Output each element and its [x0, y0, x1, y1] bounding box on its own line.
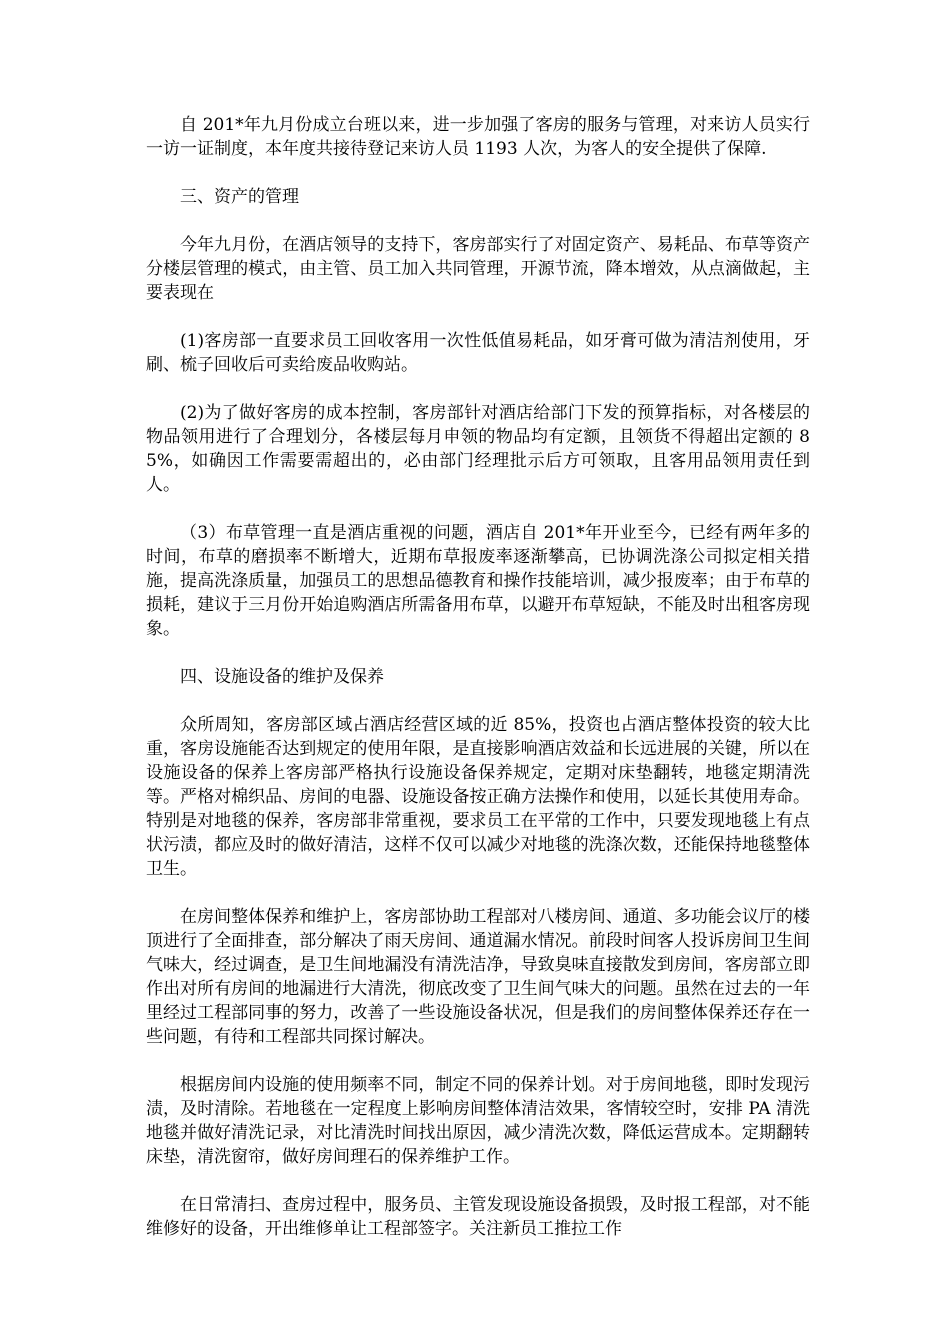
section-heading-facility-maintenance: 四、设施设备的维护及保养 — [180, 667, 384, 687]
section-heading-asset-management: 三、资产的管理 — [180, 187, 299, 207]
document-body — [146, 113, 810, 1265]
paragraph-asset-management-intro: 今年九月份，在酒店领导的支持下，客房部实行了对固定资产、易耗品、布草等资产分楼层管理的模式，由主管、员工加入共同管理，开源节流，降本增效，从点滴做起，主要表现在 — [146, 235, 810, 303]
paragraph-maintenance-plan: 根据房间内设施的使用频率不同，制定不同的保养计划。对于房间地毯，即时发现污渍，及时清除。若地毯在一定程度上影响房间整体清洁效果，客情较空时，安排 PA 清洗地毯并做好清洗记录，对比清洗时间找出原因，减少清洗次数，降低运营成本。定期翻转床垫，清洗窗帘，做好房间理石的保养维护工作。 — [146, 1075, 810, 1167]
paragraph-item-3-linen: （3）布草管理一直是酒店重视的问题，酒店自 201*年开业至今，已经有两年多的时间，布草的磨损率不断增大，近期布草报废率逐渐攀高，已协调洗涤公司拟定相关措施，提高洗涤质量，加强员工的思想品德教育和操作技能培训，减少报废率；由于布草的损耗，建议于三月份开始追购酒店所需备用布草，以避开布草短缺，不能及时出租客房现象。 — [146, 523, 810, 639]
paragraph-room-maintenance: 在房间整体保养和维护上，客房部协助工程部对八楼房间、通道、多功能会议厅的楼顶进行了全面排查，部分解决了雨天房间、通道漏水情况。前段时间客人投诉房间卫生间气味大，经过调查，是卫生间地漏没有清洗洁净，导致臭味直接散发到房间，客房部立即作出对所有房间的地漏进行大清洗，彻底改变了卫生间气味大的问题。虽然在过去的一年里经过工程部同事的努力，改善了一些设施设备状况，但是我们的房间整体保养还存在一些问题，有待和工程部共同探讨解决。 — [146, 907, 810, 1047]
paragraph-daily-inspection: 在日常清扫、查房过程中，服务员、主管发现设施设备损毁，及时报工程部，对不能维修好的设备，开出维修单让工程部签字。关注新员工推拉工作 — [146, 1195, 810, 1239]
paragraph-visitor-registration: 自 201*年九月份成立台班以来，进一步加强了客房的服务与管理，对来访人员实行一访一证制度，本年度共接待登记来访人员 1193 人次，为客人的安全提供了保障. — [146, 115, 810, 159]
paragraph-item-2-cost-control: (2)为了做好客房的成本控制，客房部针对酒店给部门下发的预算指标，对各楼层的物品领用进行了合理划分，各楼层每月申领的物品均有定额，且领货不得超出定额的 85%，如确因工作需要需超出的，必由部门经理批示后方可领取，且客用品领用责任到人。 — [146, 403, 810, 495]
paragraph-facility-overview: 众所周知，客房部区域占酒店经营区域的近 85%，投资也占酒店整体投资的较大比重，客房设施能否达到规定的使用年限，是直接影响酒店效益和长远进展的关键，所以在设施设备的保养上客房部严格执行设施设备保养规定，定期对床垫翻转，地毯定期清洗等。严格对棉织品、房间的电器、设施设备按正确方法操作和使用，以延长其使用寿命。特别是对地毯的保养，客房部非常重视，要求员工在平常的工作中，只要发现地毯上有点状污渍，都应及时的做好清洁，这样不仅可以减少对地毯的洗涤次数，还能保持地毯整体卫生。 — [146, 715, 810, 879]
paragraph-item-1-consumables: (1)客房部一直要求员工回收客用一次性低值易耗品，如牙膏可做为清洁剂使用，牙刷、梳子回收后可卖给废品收购站。 — [146, 331, 810, 375]
